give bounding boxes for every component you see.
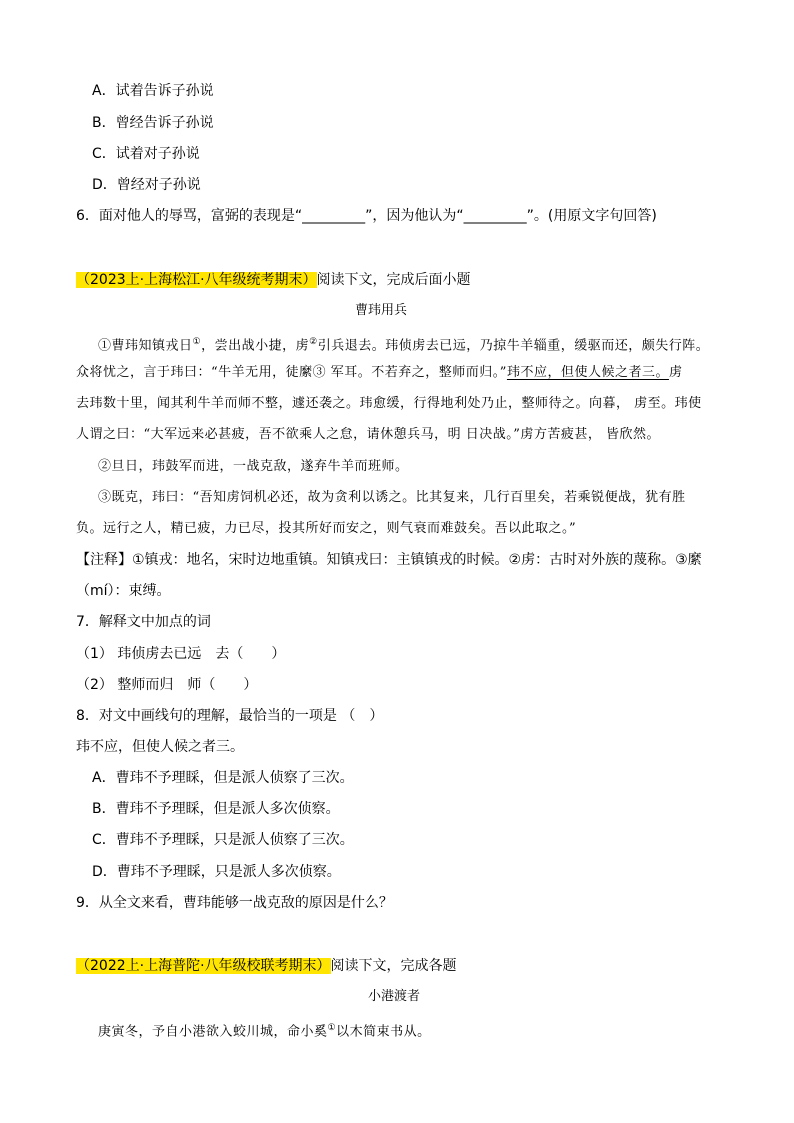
passage1-line3: 去玮数十里，闻其利牛羊而师不整，遽还袭之。玮愈缓，行得地利处乃止，整师待之。向暮， 虏至。玮使 [76,396,702,411]
passage2-line1 [98,1018,431,1042]
section1-source: （2023上·上海松江·八年级统考期末） [76,272,317,288]
section1-title: 曹玮用兵 [355,303,408,318]
passage1-paragraph3-line2: 负。远行之人，精已疲，力已尽，投其所好而安之，则气衰而难鼓矣。吾以此取之。” [76,521,577,536]
section1-instruction: 阅读下文，完成后面小题 [316,272,471,288]
q8-option-a: A．曹玮不予理睬，但是派人侦察了三次。 [92,770,354,786]
text-run: 庚寅冬，予自小港欲入蛟川城，命小奚 [98,1024,328,1040]
footnote-mark: ① [327,1023,337,1033]
q5-option-a: A．试着告诉子孙说 [92,83,214,99]
footnote-mark: ② [309,337,318,347]
footnote-mark: ① [192,337,202,347]
section2-title: 小港渡者 [368,989,421,1004]
q7-item-2: （2） 整师而归 师（ ） [76,677,258,693]
text-run: 虏 [668,365,683,380]
section2-source: （2022上·上海普陀·八年级校联考期末） [76,958,331,974]
q8-option-c: C．曹玮不予理睬，只是派人侦察了三次。 [92,832,354,848]
passage1-line2 [76,363,682,383]
text-run: ①曹玮知镇戎日 [98,338,193,354]
question-8: 8．对文中画线句的理解，最恰当的一项是 （ ） [76,708,384,724]
q7-item-1: （1） 玮侦虏去已远 去（ ） [76,646,286,662]
section1-header [76,270,471,290]
question-6: 6．面对他人的辱骂，富弼的表现是“_________”，因为他认为“_________”。(用原文字句回答) [76,208,657,224]
text-run: ，尝出战小捷，虏 [201,338,310,354]
section2-header [76,956,457,976]
underlined-sentence: 玮不应，但使人候之者三。 [506,365,669,380]
text-run: 众将忧之，言于玮曰：“牛羊无用，徒縻③ 军耳。不若弃之，整师而归。” [76,365,507,380]
q8-option-b: B．曹玮不予理睬，但是派人多次侦察。 [92,801,340,817]
q5-option-b: B．曾经告诉子孙说 [92,115,214,131]
passage1-line4: 人谓之曰：“大军远来必甚疲，吾不欲乘人之怠，请休憩兵马，明 日决战。”虏方苦疲甚， 皆欣然。 [76,427,661,442]
section2-instruction: 阅读下文，完成各题 [330,958,457,974]
passage1-paragraph2: ②旦日，玮鼓军而进，一战克敌，遂弃牛羊而班师。 [98,459,409,474]
q8-sentence: 玮不应，但使人候之者三。 [76,739,244,755]
question-7: 7．解释文中加点的词 [76,614,211,630]
text-run: 引兵退去。玮侦虏去已远，乃掠牛羊辎重，缓驱而还，颇失行阵。 [317,338,710,354]
q5-option-d: D．曾经对子孙说 [92,177,201,193]
note-line2: （mí）：束缚。 [76,583,171,599]
text-run: 以木简束书从。 [336,1024,431,1040]
question-9: 9．从全文来看，曹玮能够一战克敌的原因是什么？ [76,895,393,911]
passage1-line1 [98,332,709,356]
q5-option-c: C．试着对子孙说 [92,146,200,162]
q8-option-d: D．曹玮不予理睬，只是派人多次侦察。 [92,864,341,880]
note-line1: 【注释】①镇戎：地名，宋时边地重镇。知镇戎曰：主镇镇戎的时候。②虏：古时对外族的蔑称。③縻 [76,552,702,568]
passage1-paragraph3-line1: ③既克，玮曰：“吾知虏饲机必还，故为贪利以诱之。比其复来，几行百里矣，若乘锐便战，犹有胜 [98,490,686,505]
